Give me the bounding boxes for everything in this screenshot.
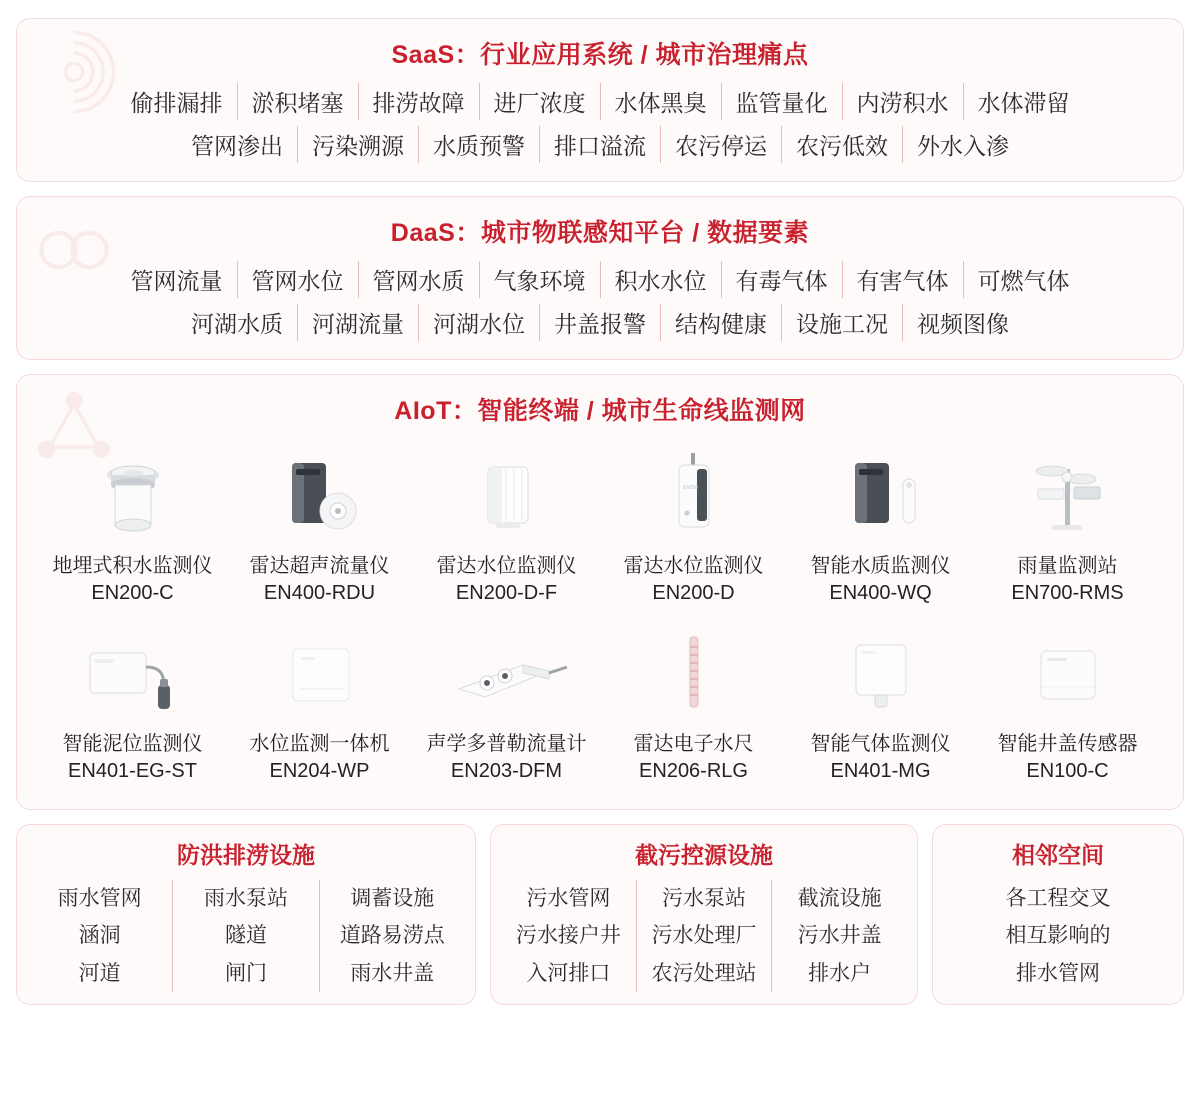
daas-chip: 视频图像 xyxy=(902,304,1023,341)
sludge-level-meter-icon xyxy=(58,627,208,723)
device-name: 地埋式积水监测仪 xyxy=(52,555,213,577)
device-item xyxy=(787,621,974,799)
acoustic-doppler-flowmeter-icon xyxy=(432,627,582,723)
saas-chip: 排口溢流 xyxy=(539,126,660,163)
device-grid xyxy=(17,439,1183,799)
device-name: 雷达超声流量仪 xyxy=(249,555,390,577)
card-lines xyxy=(933,880,1183,992)
device-name: 智能泥位监测仪 xyxy=(62,733,203,755)
device-model: EN700-RMS xyxy=(1011,582,1124,604)
daas-chip: 有害气体 xyxy=(842,261,963,298)
saas-chip: 排涝故障 xyxy=(358,83,479,120)
daas-row-2 xyxy=(43,304,1157,341)
radar-ultrasonic-flowmeter-icon xyxy=(245,449,395,545)
facility-item: 污水处理厂 xyxy=(651,924,757,948)
device-model: EN203-DFM xyxy=(450,760,563,782)
device-item xyxy=(39,621,226,799)
saas-row-1 xyxy=(43,83,1157,120)
smart-water-quality-meter-icon xyxy=(806,449,956,545)
daas-chip-rows xyxy=(17,261,1183,347)
smart-manhole-cover-sensor-icon xyxy=(993,627,1143,723)
device-model: EN401-MG xyxy=(830,760,931,782)
device-item xyxy=(226,621,413,799)
daas-title: DaaS：城市物联感知平台 / 数据要素 xyxy=(390,219,810,247)
daas-section xyxy=(16,196,1184,360)
daas-chip: 河湖流量 xyxy=(297,304,418,341)
device-item xyxy=(413,621,600,799)
saas-chip-rows xyxy=(17,83,1183,169)
saas-section xyxy=(16,18,1184,182)
pollution-interception-facilities-card xyxy=(490,824,918,1005)
facility-item: 涵洞 xyxy=(78,924,121,948)
card-title: 相邻空间 xyxy=(1012,842,1104,868)
saas-chip: 进厂浓度 xyxy=(479,83,600,120)
aiot-title: AIoT：智能终端 / 城市生命线监测网 xyxy=(394,397,806,425)
card-column xyxy=(771,880,907,992)
facility-item: 闸门 xyxy=(224,961,267,985)
device-item xyxy=(39,443,226,621)
radar-water-level-meter-slim-icon xyxy=(619,449,769,545)
facility-item: 污水泵站 xyxy=(662,887,746,910)
device-item xyxy=(226,443,413,621)
device-item xyxy=(974,621,1161,799)
device-item xyxy=(600,621,787,799)
daas-chip: 井盖报警 xyxy=(539,304,660,341)
buried-water-level-sensor-icon xyxy=(58,449,208,545)
device-name: 智能气体监测仪 xyxy=(810,733,951,755)
daas-row-1 xyxy=(43,261,1157,298)
card-column xyxy=(172,880,318,992)
device-model: EN204-WP xyxy=(269,760,370,782)
daas-chip: 积水水位 xyxy=(600,261,721,298)
device-name: 水位监测一体机 xyxy=(249,733,390,755)
facility-item: 入河排口 xyxy=(526,961,611,985)
saas-chip: 农污低效 xyxy=(781,126,902,163)
device-model: EN206-RLG xyxy=(639,760,748,782)
device-name: 雨量监测站 xyxy=(1017,555,1118,577)
card-columns xyxy=(491,880,917,992)
device-model: EN200-C xyxy=(91,582,174,604)
device-name: 智能井盖传感器 xyxy=(997,733,1138,755)
daas-chip: 气象环境 xyxy=(479,261,600,298)
saas-chip: 内涝积水 xyxy=(842,83,963,120)
aiot-section xyxy=(16,374,1184,810)
facility-sections xyxy=(16,824,1184,1005)
daas-chip: 管网水位 xyxy=(237,261,358,298)
facility-item: 相互影响的 xyxy=(1005,924,1111,948)
facility-item: 截流设施 xyxy=(797,887,882,910)
facility-item: 隧道 xyxy=(224,924,267,948)
facility-item: 雨水井盖 xyxy=(350,961,435,985)
facility-item: 排水管网 xyxy=(1016,961,1100,985)
saas-row-2 xyxy=(43,126,1157,163)
radar-water-level-meter-icon xyxy=(432,449,582,545)
card-title: 防洪排涝设施 xyxy=(177,842,315,868)
smart-gas-detector-icon xyxy=(806,627,956,723)
device-name: 声学多普勒流量计 xyxy=(426,733,587,755)
card-column xyxy=(501,880,636,992)
radar-electronic-water-gauge-icon xyxy=(619,627,769,723)
device-item xyxy=(600,443,787,621)
device-model: EN400-WQ xyxy=(829,582,932,604)
device-name: 雷达电子水尺 xyxy=(633,733,754,755)
facility-item: 河道 xyxy=(78,961,121,985)
facility-item: 各工程交叉 xyxy=(1005,887,1111,910)
saas-chip: 管网渗出 xyxy=(191,133,283,159)
daas-chip: 河湖水位 xyxy=(418,304,539,341)
saas-chip: 污染溯源 xyxy=(297,126,418,163)
facility-item: 污水管网 xyxy=(526,887,611,910)
saas-title: SaaS：行业应用系统 / 城市治理痛点 xyxy=(391,41,809,69)
saas-chip: 水质预警 xyxy=(418,126,539,163)
rain-gauge-station-icon xyxy=(993,449,1143,545)
card-column xyxy=(636,880,772,992)
device-name: 智能水质监测仪 xyxy=(810,555,951,577)
daas-chip: 河湖水质 xyxy=(191,311,283,337)
device-item xyxy=(974,443,1161,621)
saas-chip: 农污停运 xyxy=(660,126,781,163)
saas-chip: 淤积堵塞 xyxy=(237,83,358,120)
device-model: EN100-C xyxy=(1026,760,1109,782)
daas-chip: 设施工况 xyxy=(781,304,902,341)
saas-chip: 监管量化 xyxy=(721,83,842,120)
device-item xyxy=(787,443,974,621)
svg-text:EN200: EN200 xyxy=(682,485,698,491)
saas-chip: 水体滞留 xyxy=(963,83,1084,120)
device-item xyxy=(413,443,600,621)
daas-chip: 可燃气体 xyxy=(963,261,1084,298)
facility-item: 雨水泵站 xyxy=(203,887,288,910)
device-model: EN401-EG-ST xyxy=(68,760,197,782)
device-name: 雷达水位监测仪 xyxy=(436,555,577,577)
daas-chip: 管网水质 xyxy=(358,261,479,298)
device-model: EN200-D-F xyxy=(455,582,558,604)
facility-item: 农污处理站 xyxy=(651,961,757,985)
flood-control-facilities-card xyxy=(16,824,476,1005)
card-columns xyxy=(17,880,475,992)
device-model: EN200-D xyxy=(652,582,735,604)
saas-chip: 偷排漏排 xyxy=(130,90,223,116)
facility-item: 调蓄设施 xyxy=(350,887,435,910)
saas-chip: 水体黑臭 xyxy=(600,83,721,120)
device-name: 雷达水位监测仪 xyxy=(623,555,764,577)
daas-chip: 结构健康 xyxy=(660,304,781,341)
card-column xyxy=(319,880,465,992)
saas-chip: 外水入渗 xyxy=(902,126,1023,163)
facility-item: 排水户 xyxy=(808,961,872,985)
card-title: 截污控源设施 xyxy=(635,842,773,868)
device-model: EN400-RDU xyxy=(263,582,376,604)
integrated-water-level-device-icon xyxy=(245,627,395,723)
facility-item: 道路易涝点 xyxy=(339,924,445,948)
facility-item: 污水井盖 xyxy=(797,924,882,948)
facility-item: 雨水管网 xyxy=(57,887,142,910)
card-column xyxy=(27,880,172,992)
daas-chip: 管网流量 xyxy=(130,268,223,294)
adjacent-space-card xyxy=(932,824,1184,1005)
daas-chip: 有毒气体 xyxy=(721,261,842,298)
facility-item: 污水接户井 xyxy=(515,924,621,948)
